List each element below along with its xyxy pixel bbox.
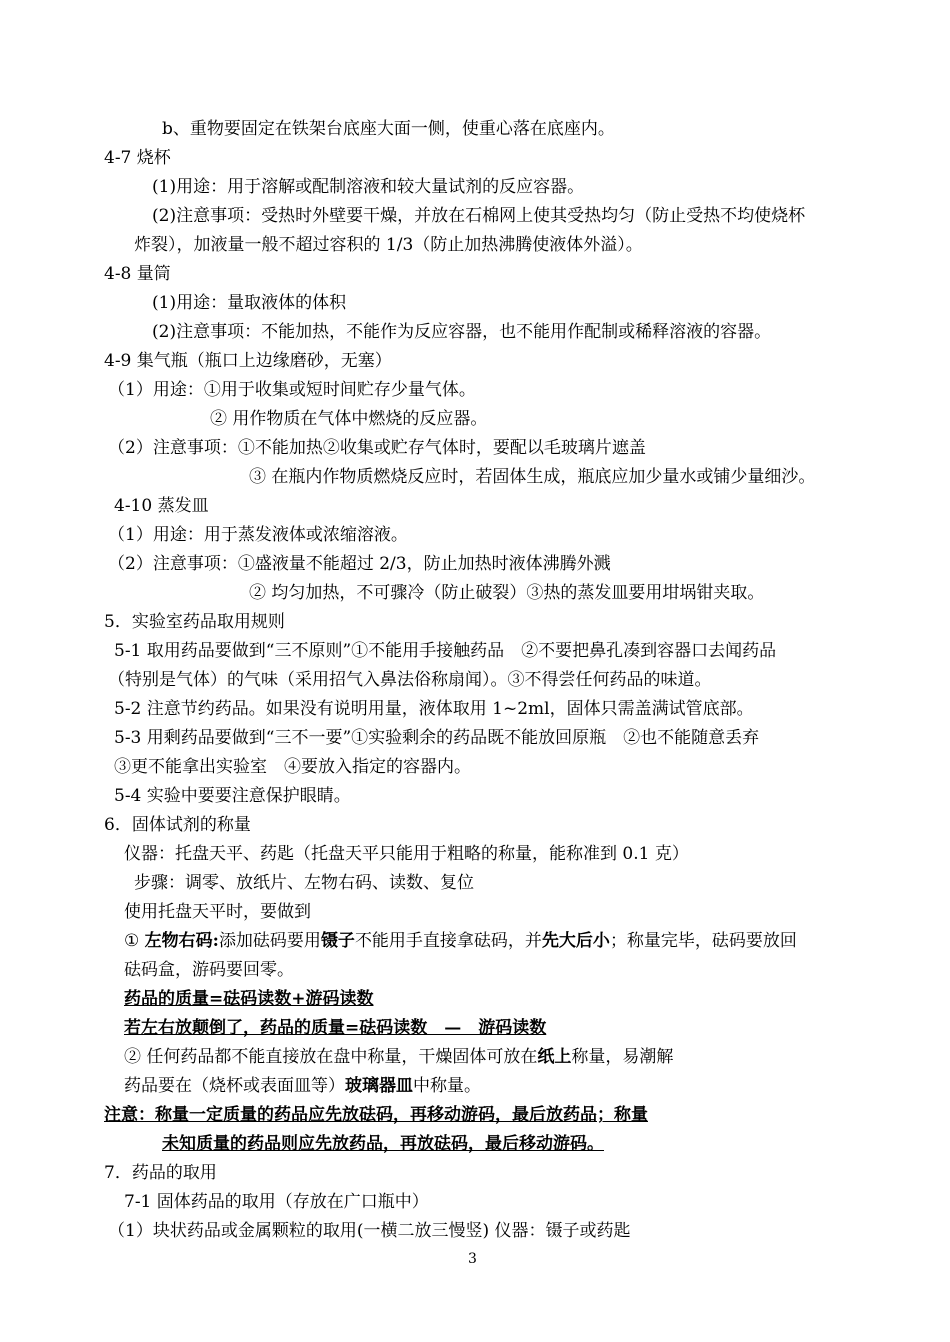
section-heading: 5．实验室药品取用规则 — [104, 612, 285, 632]
section-heading: 4-8 量筒 — [104, 264, 171, 284]
text-run: 中称量。 — [413, 1076, 481, 1096]
text-line: 使用托盘天平时，要做到 — [124, 902, 311, 922]
bold-run: 玻璃器皿 — [345, 1076, 413, 1096]
section-heading: 4-7 烧杯 — [104, 148, 171, 168]
text-run: 称量，易潮解 — [571, 1047, 674, 1067]
note-line: 注意：称量一定质量的药品应先放砝码，再移动游码，最后放药品；称量 — [104, 1105, 648, 1125]
text-run: ① — [124, 931, 145, 951]
text-line: ② 均匀加热，不可骤冷（防止破裂）③热的蒸发皿要用坩埚钳夹取。 — [249, 583, 765, 603]
text-line: 5-2 注意节约药品。如果没有说明用量，液体取用 1~2ml，固体只需盖满试管底部。 — [114, 699, 754, 719]
rich-text-line — [124, 929, 797, 953]
text-line: （1）用途：用于蒸发液体或浓缩溶液。 — [108, 525, 408, 545]
text-line: ③更不能拿出实验室 ④要放入指定的容器内。 — [114, 757, 471, 777]
text-run: ② 任何药品都不能直接放在盘中称量，干燥固体可放在 — [124, 1047, 538, 1067]
text-line: ③ 在瓶内作物质燃烧反应时，若固体生成，瓶底应加少量水或铺少量细沙。 — [249, 467, 816, 487]
section-heading: 7．药品的取用 — [104, 1163, 217, 1183]
bold-run: 纸上 — [537, 1047, 572, 1067]
section-heading: 4-10 蒸发皿 — [114, 496, 209, 516]
note-line: 未知质量的药品则应先放药品，再放砝码，最后移动游码。 — [162, 1134, 604, 1154]
text-line: 5-4 实验中要要注意保护眼睛。 — [114, 786, 351, 806]
page-number: 3 — [468, 1251, 477, 1267]
formula-line: 若左右放颠倒了，药品的质量=砝码读数 — 游码读数 — [124, 1018, 547, 1038]
text-line: （特别是气体）的气味（采用招气入鼻法俗称扇闻）。③不得尝任何药品的味道。 — [108, 670, 712, 690]
section-heading: 6．固体试剂的称量 — [104, 815, 251, 835]
text-line: 仪器：托盘天平、药匙（托盘天平只能用于粗略的称量，能称准到 0.1 克） — [124, 844, 689, 864]
text-line: b、重物要固定在铁架台底座大面一侧，使重心落在底座内。 — [162, 119, 615, 139]
text-run: ；称量完毕，砝码要放回 — [609, 931, 797, 951]
rich-text-line — [124, 1074, 481, 1098]
text-run: 不能用手直接拿砝码，并 — [354, 931, 542, 951]
text-run: 添加砝码要用 — [218, 931, 321, 951]
text-line: (1)用途：量取液体的体积 — [152, 293, 347, 313]
text-line: (2)注意事项：受热时外壁要干燥，并放在石棉网上使其受热均匀（防止受热不均使烧杯 — [152, 206, 806, 226]
text-line: 步骤：调零、放纸片、左物右码、读数、复位 — [134, 873, 474, 893]
text-line: ② 用作物质在气体中燃烧的反应器。 — [210, 409, 488, 429]
text-run: 药品要在（烧杯或表面皿等） — [124, 1076, 345, 1096]
bold-run: 先大后小 — [541, 931, 610, 951]
rich-text-line — [124, 1045, 673, 1069]
text-line: (2)注意事项：不能加热，不能作为反应容器，也不能用作配制或稀释溶液的容器。 — [152, 322, 772, 342]
section-heading: 4-9 集气瓶（瓶口上边缘磨砂，无塞） — [104, 351, 392, 371]
text-line: (1)用途：用于溶解或配制溶液和较大量试剂的反应容器。 — [152, 177, 585, 197]
bold-run: 左物右码: — [144, 931, 219, 951]
text-line: （1）用途：①用于收集或短时间贮存少量气体。 — [108, 380, 476, 400]
bold-run: 镊子 — [320, 931, 355, 951]
text-line: （2）注意事项：①不能加热②收集或贮存气体时，要配以毛玻璃片遮盖 — [108, 438, 646, 458]
text-line: 砝码盒，游码要回零。 — [124, 960, 294, 980]
text-line: 5-3 用剩药品要做到“三不一要”①实验剩余的药品既不能放回原瓶 ②也不能随意丢弃 — [114, 728, 760, 748]
text-line: （1）块状药品或金属颗粒的取用(一横二放三慢竖) 仪器：镊子或药匙 — [108, 1221, 631, 1241]
text-line: 7-1 固体药品的取用（存放在广口瓶中） — [124, 1192, 429, 1212]
text-line: （2）注意事项：①盛液量不能超过 2/3，防止加热时液体沸腾外溅 — [108, 554, 611, 574]
formula-line: 药品的质量=砝码读数+游码读数 — [124, 989, 374, 1009]
text-line: 炸裂），加液量一般不超过容积的 1/3（防止加热沸腾使液体外溢）。 — [134, 235, 643, 255]
text-line: 5-1 取用药品要做到“三不原则”①不能用手接触药品 ②不要把鼻孔凑到容器口去闻药品 — [114, 641, 777, 661]
